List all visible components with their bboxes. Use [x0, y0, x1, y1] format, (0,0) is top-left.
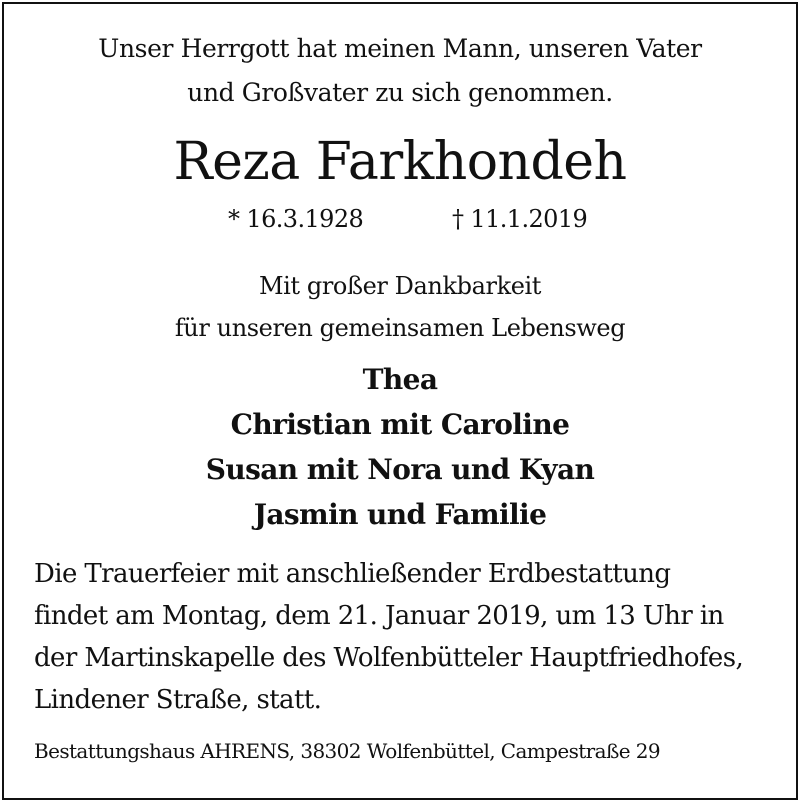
deceased-name: Reza Farkhondeh — [173, 132, 627, 192]
service-line-2: findet am Montag, dem 21. Januar 2019, um 13 Uhr in — [34, 601, 724, 631]
thanks-line-2: für unseren gemeinsamen Lebensweg — [174, 314, 626, 342]
death-date: † 11.1.2019 — [452, 205, 588, 233]
service-line-1: Die Trauerfeier mit anschließender Erdbestattung — [34, 559, 671, 589]
mourner-3: Susan mit Nora und Kyan — [205, 453, 595, 486]
birth-date: * 16.3.1928 — [228, 205, 364, 233]
mourner-1: Thea — [362, 363, 438, 396]
intro-line-2: und Großvater zu sich genommen. — [187, 78, 613, 107]
funeral-home-footer: Bestattungshaus AHRENS, 38302 Wolfenbüttel, Campestraße 29 — [34, 739, 660, 763]
service-line-3: der Martinskapelle des Wolfenbütteler Hauptfriedhofes, — [34, 643, 744, 673]
mourner-2: Christian mit Caroline — [230, 408, 570, 441]
thanks-line-1: Mit großer Dankbarkeit — [258, 272, 542, 300]
notice-border — [2, 2, 798, 800]
service-line-4: Lindener Straße, statt. — [34, 685, 322, 715]
intro-line-1: Unser Herrgott hat meinen Mann, unseren Vater — [98, 34, 702, 63]
mourner-4: Jasmin und Familie — [253, 498, 547, 531]
